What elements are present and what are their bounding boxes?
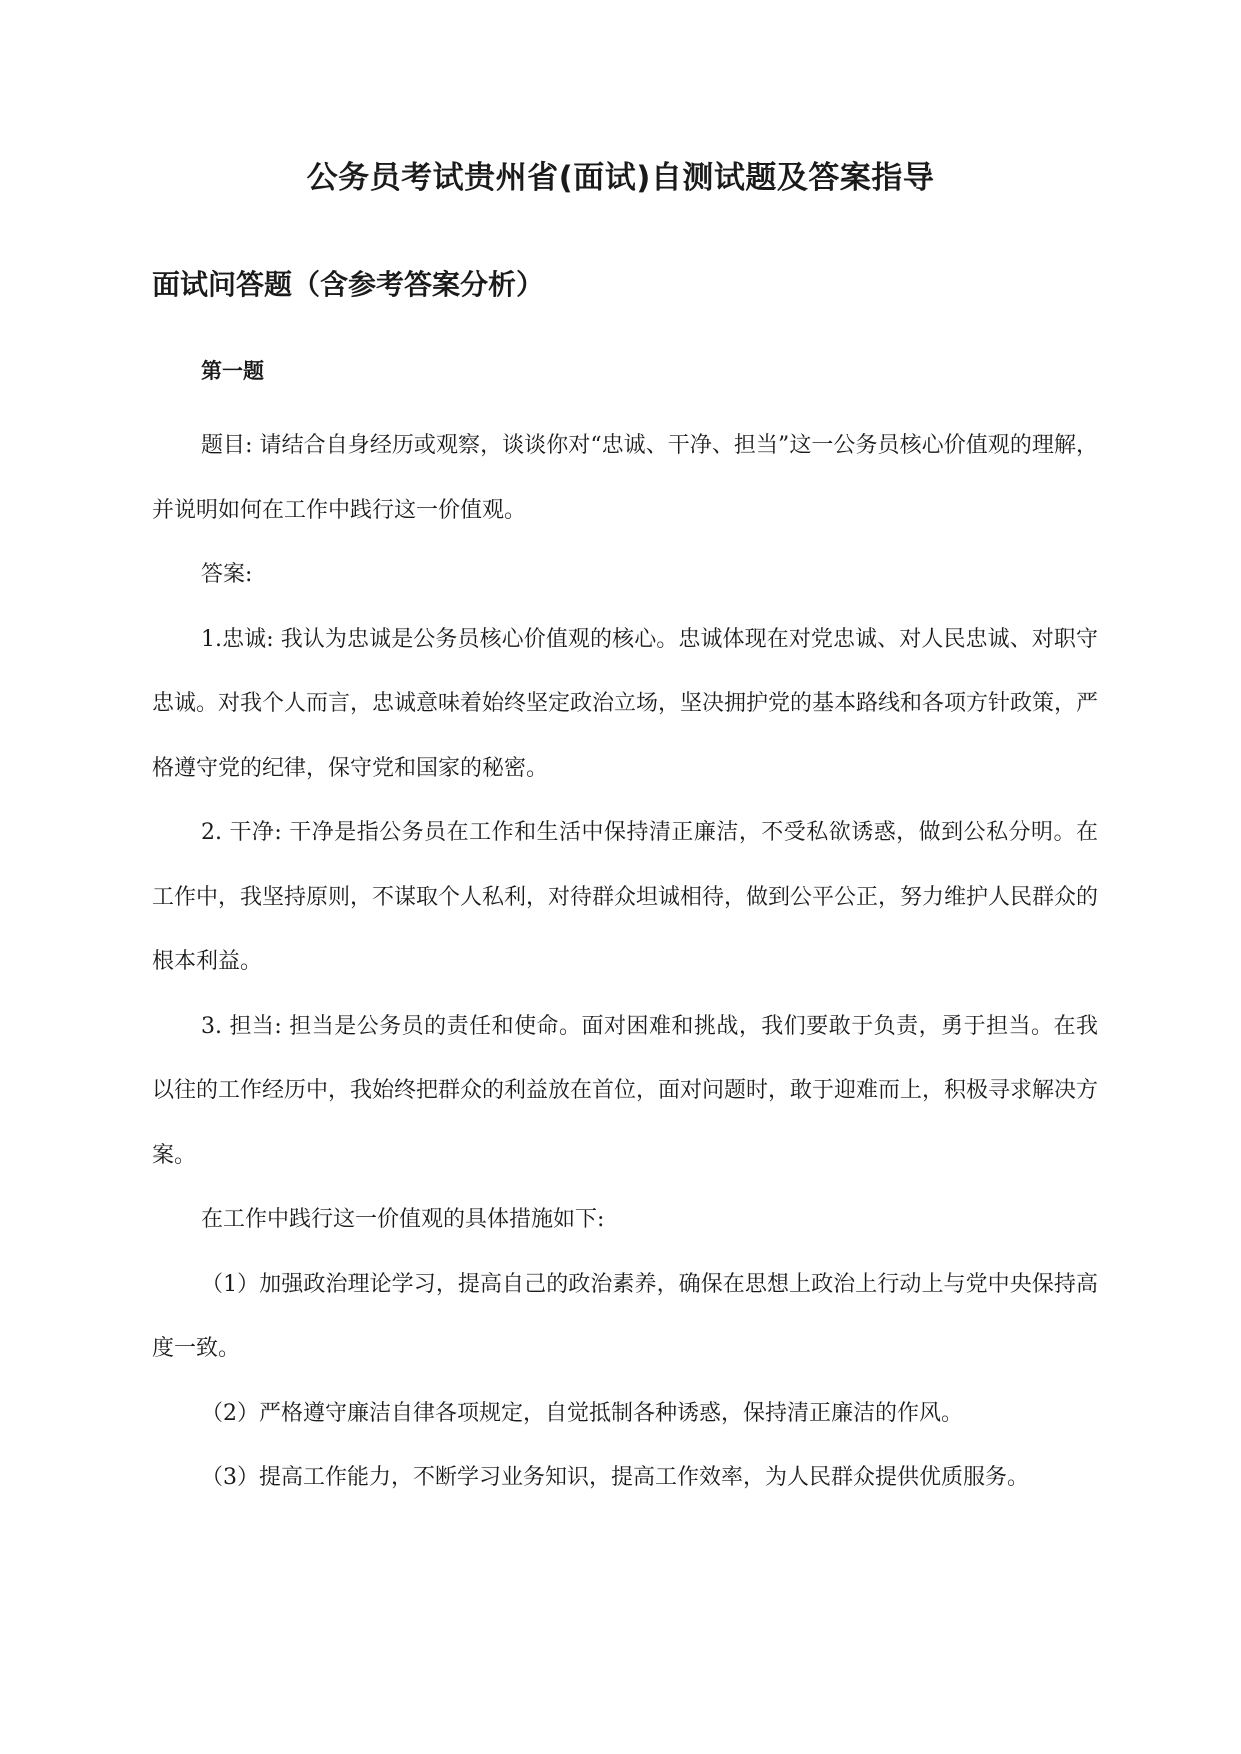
answer-point-loyalty: 1.忠诚: 我认为忠诚是公务员核心价值观的核心。忠诚体现在对党忠诚、对人民忠诚、对职守忠诚。对我个人而言，忠诚意味着始终坚定政治立场，坚决拥护党的基本路线和各项方针政策，严格遵守党的纪律，保守党和国家的秘密。 <box>152 626 1099 781</box>
document-title: 公务员考试贵州省(面试)自测试题及答案指导 <box>306 160 935 196</box>
document-body <box>152 414 1098 1511</box>
measure-item-2: （2）严格遵守廉洁自律各项规定，自觉抵制各种诱惑，保持清正廉洁的作风。 <box>201 1400 963 1426</box>
measure-item-1: （1）加强政治理论学习，提高自己的政治素养，确保在思想上政治上行动上与党中央保持高度一致。 <box>152 1271 1098 1361</box>
question-heading: 第一题 <box>201 359 264 383</box>
measure-item-3: （3）提高工作能力，不断学习业务知识，提高工作效率，为人民群众提供优质服务。 <box>201 1465 1029 1490</box>
section-heading: 面试问答题（含参考答案分析） <box>152 268 545 301</box>
answer-label: 答案: <box>201 562 253 587</box>
answer-point-integrity: 2. 干净: 干净是指公务员在工作和生活中保持清正廉洁，不受私欲诱惑，做到公私分明。在工作中，我坚持原则，不谋取个人私利，对待群众坦诚相待，做到公平公正，努力维护人民群众的根本利益。 <box>152 820 1099 974</box>
measures-intro: 在工作中践行这一价值观的具体措施如下: <box>201 1207 605 1232</box>
question-paragraph: 题目: 请结合自身经历或观察，谈谈你对“忠诚、干净、担当”这一公务员核心价值观的理解，并说明如何在工作中践行这一价值观。 <box>152 433 1098 523</box>
answer-point-responsibility: 3. 担当: 担当是公务员的责任和使命。面对困难和挑战，我们要敢于负责，勇于担当。在我以往的工作经历中，我始终把群众的利益放在首位，面对问题时，敢于迎难而上，积极寻求解决方案。 <box>152 1013 1099 1168</box>
